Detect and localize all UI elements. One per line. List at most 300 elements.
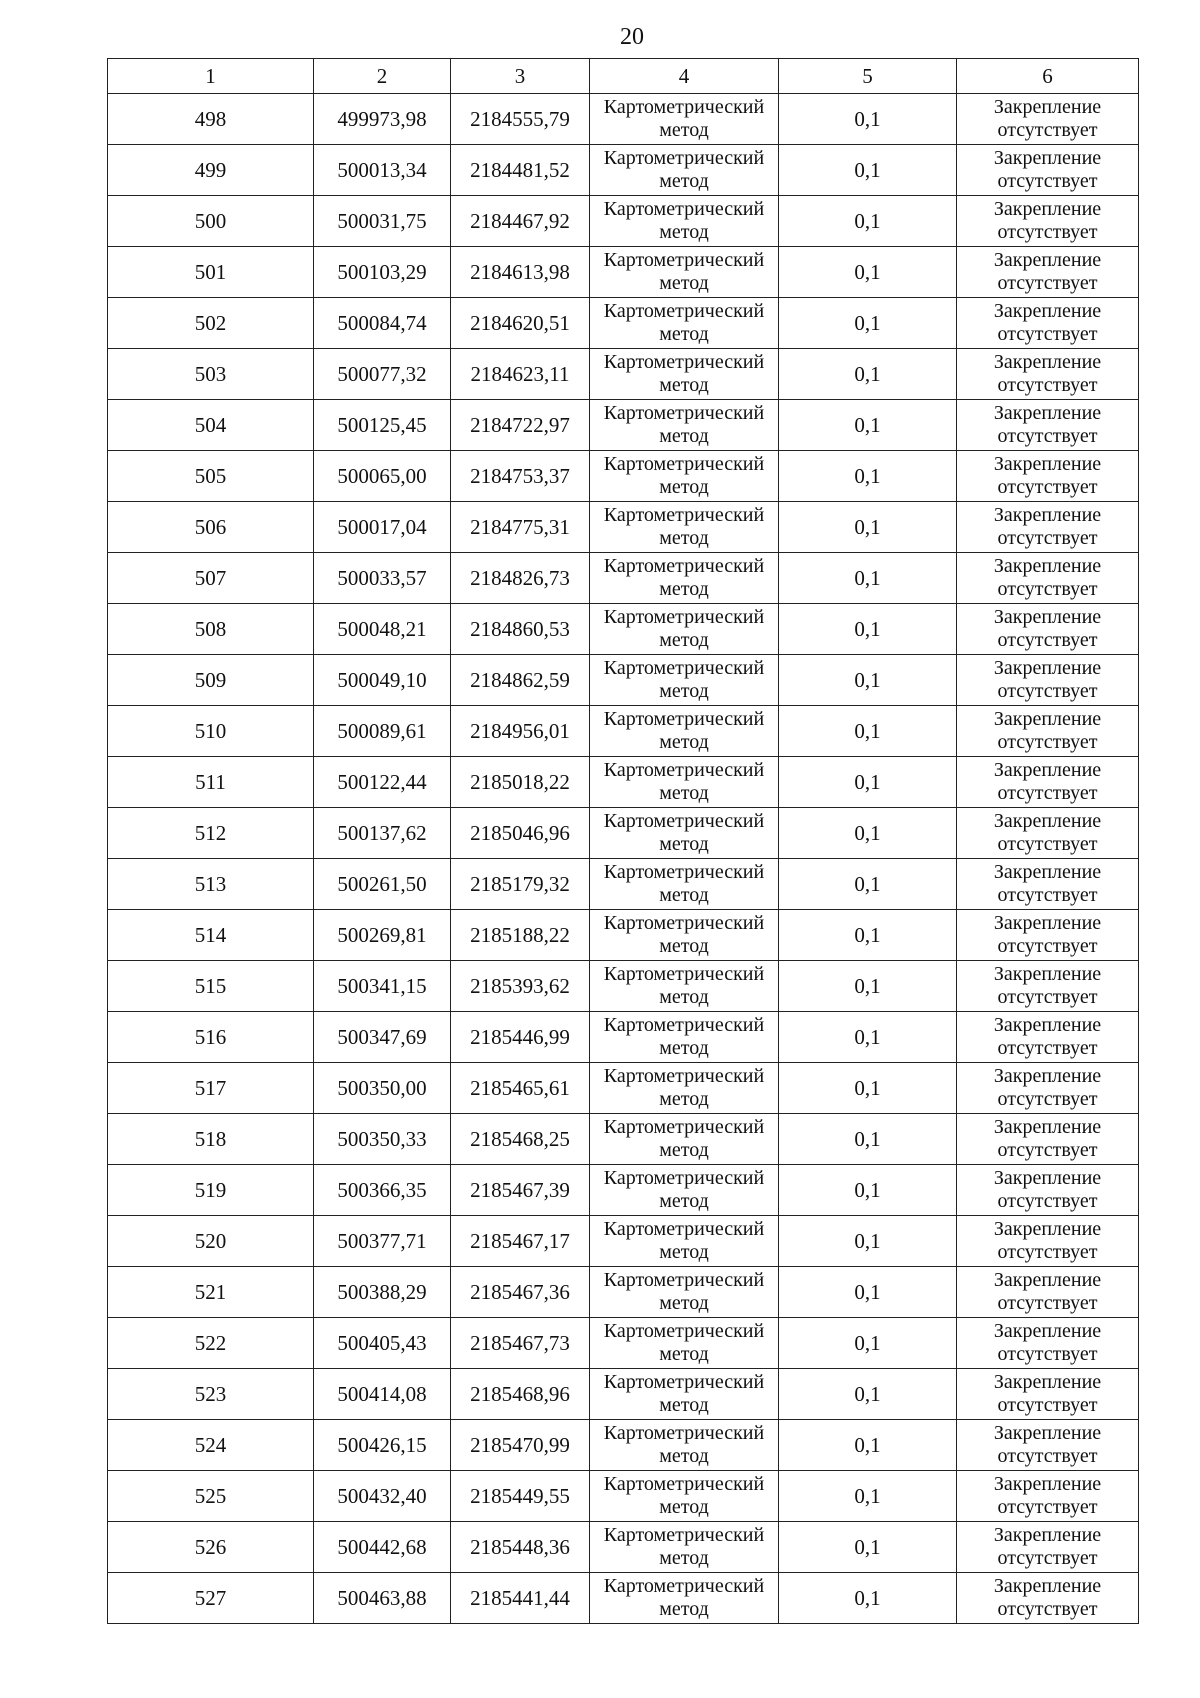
method-cell-line: метод [659, 1445, 709, 1467]
x-coordinate-cell: 500414,08 [314, 1369, 451, 1420]
x-coordinate-cell: 500031,75 [314, 196, 451, 247]
y-coordinate-cell: 2185446,99 [451, 1012, 590, 1063]
method-cell-line: Картометрический [603, 1422, 765, 1444]
method-cell-line: метод [659, 1088, 709, 1110]
y-coordinate-cell: 2184775,31 [451, 502, 590, 553]
fixing-cell-line: отсутствует [997, 986, 1098, 1008]
fixing-cell [957, 808, 1139, 859]
method-cell-line: Картометрический [603, 351, 765, 373]
x-coordinate-cell: 500432,40 [314, 1471, 451, 1522]
method-cell [590, 1471, 779, 1522]
fixing-cell [957, 1165, 1139, 1216]
x-coordinate-cell: 500347,69 [314, 1012, 451, 1063]
y-coordinate-cell: 2184722,97 [451, 400, 590, 451]
accuracy-cell: 0,1 [779, 1369, 957, 1420]
method-cell-line: Картометрический [603, 96, 765, 118]
table-row [108, 1012, 1139, 1063]
point-number-cell: 507 [108, 553, 314, 604]
method-cell [590, 196, 779, 247]
method-cell-line: Картометрический [603, 1167, 765, 1189]
method-cell-line: Картометрический [603, 1065, 765, 1087]
point-number-cell: 504 [108, 400, 314, 451]
y-coordinate-cell: 2184623,11 [451, 349, 590, 400]
fixing-cell [957, 604, 1139, 655]
y-coordinate-cell: 2185449,55 [451, 1471, 590, 1522]
method-cell-line: метод [659, 1190, 709, 1212]
fixing-cell-line: Закрепление [993, 912, 1102, 934]
x-coordinate-cell: 499973,98 [314, 94, 451, 145]
accuracy-cell: 0,1 [779, 1318, 957, 1369]
method-cell [590, 1165, 779, 1216]
fixing-cell-line: Закрепление [993, 351, 1102, 373]
x-coordinate-cell: 500388,29 [314, 1267, 451, 1318]
point-number-cell: 522 [108, 1318, 314, 1369]
fixing-cell-line: отсутствует [997, 1139, 1098, 1161]
fixing-cell [957, 1369, 1139, 1420]
fixing-cell-line: отсутствует [997, 1190, 1098, 1212]
method-cell [590, 1420, 779, 1471]
fixing-cell [957, 94, 1139, 145]
y-coordinate-cell: 2185467,17 [451, 1216, 590, 1267]
method-cell-line: метод [659, 1241, 709, 1263]
table-row [108, 1318, 1139, 1369]
fixing-cell-line: Закрепление [993, 300, 1102, 322]
y-coordinate-cell: 2185441,44 [451, 1573, 590, 1624]
accuracy-cell: 0,1 [779, 1522, 957, 1573]
x-coordinate-cell: 500341,15 [314, 961, 451, 1012]
table-row [108, 1165, 1139, 1216]
table-row [108, 196, 1139, 247]
method-cell-line: Картометрический [603, 1320, 765, 1342]
fixing-cell-line: отсутствует [997, 1547, 1098, 1569]
fixing-cell-line: Закрепление [993, 1218, 1102, 1240]
fixing-cell-line: отсутствует [997, 731, 1098, 753]
x-coordinate-cell: 500350,33 [314, 1114, 451, 1165]
method-cell-line: Картометрический [603, 1116, 765, 1138]
method-cell-line: метод [659, 1394, 709, 1416]
x-coordinate-cell: 500442,68 [314, 1522, 451, 1573]
y-coordinate-cell: 2185046,96 [451, 808, 590, 859]
point-number-cell: 521 [108, 1267, 314, 1318]
table-row [108, 655, 1139, 706]
method-cell [590, 1318, 779, 1369]
x-coordinate-cell: 500426,15 [314, 1420, 451, 1471]
method-cell-line: Картометрический [603, 810, 765, 832]
table-row [108, 400, 1139, 451]
method-cell-line: метод [659, 425, 709, 447]
accuracy-cell: 0,1 [779, 655, 957, 706]
table-row [108, 808, 1139, 859]
y-coordinate-cell: 2185467,36 [451, 1267, 590, 1318]
table-body [108, 94, 1139, 1624]
method-cell-line: метод [659, 782, 709, 804]
table-row [108, 961, 1139, 1012]
method-cell-line: метод [659, 1037, 709, 1059]
fixing-cell-line: отсутствует [997, 1394, 1098, 1416]
method-cell-line: Картометрический [603, 555, 765, 577]
coordinates-table [107, 58, 1139, 1624]
accuracy-cell: 0,1 [779, 349, 957, 400]
point-number-cell: 524 [108, 1420, 314, 1471]
point-number-cell: 523 [108, 1369, 314, 1420]
fixing-cell [957, 1267, 1139, 1318]
fixing-cell-line: отсутствует [997, 935, 1098, 957]
table-row [108, 502, 1139, 553]
table-row [108, 1573, 1139, 1624]
table-row [108, 1471, 1139, 1522]
method-cell-line: метод [659, 1547, 709, 1569]
table-row [108, 298, 1139, 349]
fixing-cell [957, 1318, 1139, 1369]
x-coordinate-cell: 500013,34 [314, 145, 451, 196]
x-coordinate-cell: 500261,50 [314, 859, 451, 910]
fixing-cell-line: Закрепление [993, 1575, 1102, 1597]
accuracy-cell: 0,1 [779, 910, 957, 961]
method-cell [590, 1573, 779, 1624]
y-coordinate-cell: 2185448,36 [451, 1522, 590, 1573]
fixing-cell [957, 961, 1139, 1012]
point-number-cell: 518 [108, 1114, 314, 1165]
method-cell-line: Картометрический [603, 861, 765, 883]
fixing-cell [957, 1216, 1139, 1267]
fixing-cell-line: отсутствует [997, 884, 1098, 906]
method-cell [590, 502, 779, 553]
y-coordinate-cell: 2185179,32 [451, 859, 590, 910]
method-cell [590, 451, 779, 502]
y-coordinate-cell: 2184862,59 [451, 655, 590, 706]
fixing-cell [957, 859, 1139, 910]
method-cell [590, 757, 779, 808]
method-cell [590, 808, 779, 859]
fixing-cell-line: отсутствует [997, 221, 1098, 243]
x-coordinate-cell: 500350,00 [314, 1063, 451, 1114]
fixing-cell [957, 247, 1139, 298]
method-cell-line: Картометрический [603, 249, 765, 271]
method-cell [590, 1216, 779, 1267]
accuracy-cell: 0,1 [779, 553, 957, 604]
fixing-cell-line: Закрепление [993, 1422, 1102, 1444]
accuracy-cell: 0,1 [779, 94, 957, 145]
method-cell-line: Картометрический [603, 759, 765, 781]
fixing-cell-line: Закрепление [993, 402, 1102, 424]
accuracy-cell: 0,1 [779, 1471, 957, 1522]
fixing-cell-line: отсутствует [997, 1241, 1098, 1263]
method-cell-line: метод [659, 935, 709, 957]
fixing-cell [957, 1471, 1139, 1522]
method-cell-line: Картометрический [603, 963, 765, 985]
method-cell-line: Картометрический [603, 708, 765, 730]
column-header-4: 4 [590, 59, 779, 94]
fixing-cell-line: Закрепление [993, 96, 1102, 118]
method-cell-line: Картометрический [603, 606, 765, 628]
table-row [108, 247, 1139, 298]
method-cell-line: метод [659, 1292, 709, 1314]
method-cell-line: Картометрический [603, 147, 765, 169]
point-number-cell: 505 [108, 451, 314, 502]
fixing-cell-line: Закрепление [993, 810, 1102, 832]
column-header-2: 2 [314, 59, 451, 94]
accuracy-cell: 0,1 [779, 1114, 957, 1165]
fixing-cell-line: отсутствует [997, 119, 1098, 141]
x-coordinate-cell: 500089,61 [314, 706, 451, 757]
fixing-cell-line: отсутствует [997, 782, 1098, 804]
fixing-cell-line: отсутствует [997, 374, 1098, 396]
fixing-cell-line: Закрепление [993, 1065, 1102, 1087]
fixing-cell-line: Закрепление [993, 1116, 1102, 1138]
x-coordinate-cell: 500103,29 [314, 247, 451, 298]
method-cell-line: Картометрический [603, 198, 765, 220]
accuracy-cell: 0,1 [779, 961, 957, 1012]
method-cell-line: метод [659, 527, 709, 549]
fixing-cell-line: отсутствует [997, 323, 1098, 345]
method-cell [590, 349, 779, 400]
fixing-cell-line: отсутствует [997, 680, 1098, 702]
y-coordinate-cell: 2184481,52 [451, 145, 590, 196]
fixing-cell [957, 349, 1139, 400]
method-cell [590, 961, 779, 1012]
point-number-cell: 517 [108, 1063, 314, 1114]
x-coordinate-cell: 500049,10 [314, 655, 451, 706]
table-row [108, 145, 1139, 196]
method-cell [590, 400, 779, 451]
fixing-cell-line: отсутствует [997, 833, 1098, 855]
fixing-cell-line: Закрепление [993, 759, 1102, 781]
accuracy-cell: 0,1 [779, 1573, 957, 1624]
method-cell [590, 1267, 779, 1318]
x-coordinate-cell: 500065,00 [314, 451, 451, 502]
method-cell-line: метод [659, 578, 709, 600]
x-coordinate-cell: 500077,32 [314, 349, 451, 400]
method-cell [590, 706, 779, 757]
y-coordinate-cell: 2185018,22 [451, 757, 590, 808]
point-number-cell: 527 [108, 1573, 314, 1624]
table-row [108, 706, 1139, 757]
table-row [108, 910, 1139, 961]
method-cell-line: Картометрический [603, 1371, 765, 1393]
y-coordinate-cell: 2185470,99 [451, 1420, 590, 1471]
method-cell-line: метод [659, 680, 709, 702]
accuracy-cell: 0,1 [779, 706, 957, 757]
accuracy-cell: 0,1 [779, 145, 957, 196]
accuracy-cell: 0,1 [779, 1267, 957, 1318]
x-coordinate-cell: 500463,88 [314, 1573, 451, 1624]
fixing-cell [957, 196, 1139, 247]
fixing-cell-line: Закрепление [993, 1014, 1102, 1036]
y-coordinate-cell: 2184860,53 [451, 604, 590, 655]
point-number-cell: 501 [108, 247, 314, 298]
x-coordinate-cell: 500017,04 [314, 502, 451, 553]
method-cell-line: метод [659, 170, 709, 192]
y-coordinate-cell: 2184620,51 [451, 298, 590, 349]
fixing-cell [957, 910, 1139, 961]
fixing-cell [957, 451, 1139, 502]
column-header-3: 3 [451, 59, 590, 94]
y-coordinate-cell: 2184555,79 [451, 94, 590, 145]
fixing-cell-line: отсутствует [997, 1445, 1098, 1467]
fixing-cell-line: отсутствует [997, 1292, 1098, 1314]
method-cell-line: метод [659, 221, 709, 243]
fixing-cell-line: Закрепление [993, 504, 1102, 526]
fixing-cell [957, 1573, 1139, 1624]
point-number-cell: 510 [108, 706, 314, 757]
fixing-cell-line: Закрепление [993, 1524, 1102, 1546]
x-coordinate-cell: 500377,71 [314, 1216, 451, 1267]
method-cell [590, 655, 779, 706]
method-cell-line: метод [659, 476, 709, 498]
method-cell-line: метод [659, 1139, 709, 1161]
fixing-cell-line: отсутствует [997, 1496, 1098, 1518]
method-cell [590, 553, 779, 604]
fixing-cell-line: Закрепление [993, 1473, 1102, 1495]
point-number-cell: 526 [108, 1522, 314, 1573]
method-cell-line: Картометрический [603, 1524, 765, 1546]
accuracy-cell: 0,1 [779, 196, 957, 247]
accuracy-cell: 0,1 [779, 298, 957, 349]
method-cell [590, 247, 779, 298]
accuracy-cell: 0,1 [779, 400, 957, 451]
fixing-cell [957, 553, 1139, 604]
point-number-cell: 508 [108, 604, 314, 655]
column-header-1: 1 [108, 59, 314, 94]
accuracy-cell: 0,1 [779, 1063, 957, 1114]
point-number-cell: 509 [108, 655, 314, 706]
table-row [108, 553, 1139, 604]
fixing-cell [957, 1012, 1139, 1063]
method-cell-line: Картометрический [603, 1473, 765, 1495]
method-cell-line: метод [659, 731, 709, 753]
fixing-cell-line: Закрепление [993, 147, 1102, 169]
x-coordinate-cell: 500405,43 [314, 1318, 451, 1369]
x-coordinate-cell: 500269,81 [314, 910, 451, 961]
method-cell-line: Картометрический [603, 1014, 765, 1036]
method-cell [590, 1012, 779, 1063]
accuracy-cell: 0,1 [779, 604, 957, 655]
method-cell-line: Картометрический [603, 1269, 765, 1291]
point-number-cell: 515 [108, 961, 314, 1012]
accuracy-cell: 0,1 [779, 1216, 957, 1267]
table-row [108, 1267, 1139, 1318]
y-coordinate-cell: 2185465,61 [451, 1063, 590, 1114]
accuracy-cell: 0,1 [779, 247, 957, 298]
fixing-cell-line: отсутствует [997, 629, 1098, 651]
fixing-cell [957, 298, 1139, 349]
fixing-cell-line: Закрепление [993, 1167, 1102, 1189]
accuracy-cell: 0,1 [779, 808, 957, 859]
fixing-cell [957, 1114, 1139, 1165]
method-cell [590, 145, 779, 196]
x-coordinate-cell: 500366,35 [314, 1165, 451, 1216]
fixing-cell [957, 1063, 1139, 1114]
fixing-cell-line: Закрепление [993, 963, 1102, 985]
method-cell-line: метод [659, 1343, 709, 1365]
accuracy-cell: 0,1 [779, 859, 957, 910]
method-cell-line: метод [659, 884, 709, 906]
method-cell-line: метод [659, 986, 709, 1008]
x-coordinate-cell: 500122,44 [314, 757, 451, 808]
y-coordinate-cell: 2185468,25 [451, 1114, 590, 1165]
fixing-cell-line: отсутствует [997, 476, 1098, 498]
method-cell-line: Картометрический [603, 300, 765, 322]
accuracy-cell: 0,1 [779, 1012, 957, 1063]
fixing-cell [957, 502, 1139, 553]
page-number: 20 [620, 24, 644, 50]
x-coordinate-cell: 500137,62 [314, 808, 451, 859]
y-coordinate-cell: 2184826,73 [451, 553, 590, 604]
table-row [108, 1216, 1139, 1267]
table-row [108, 1063, 1139, 1114]
method-cell-line: метод [659, 629, 709, 651]
y-coordinate-cell: 2185393,62 [451, 961, 590, 1012]
table-row [108, 1420, 1139, 1471]
table-row [108, 757, 1139, 808]
accuracy-cell: 0,1 [779, 1420, 957, 1471]
point-number-cell: 513 [108, 859, 314, 910]
fixing-cell [957, 655, 1139, 706]
accuracy-cell: 0,1 [779, 451, 957, 502]
table-row [108, 94, 1139, 145]
method-cell-line: метод [659, 374, 709, 396]
fixing-cell-line: Закрепление [993, 555, 1102, 577]
y-coordinate-cell: 2185467,39 [451, 1165, 590, 1216]
accuracy-cell: 0,1 [779, 757, 957, 808]
x-coordinate-cell: 500033,57 [314, 553, 451, 604]
fixing-cell [957, 1522, 1139, 1573]
method-cell-line: метод [659, 272, 709, 294]
method-cell [590, 859, 779, 910]
fixing-cell-line: Закрепление [993, 861, 1102, 883]
method-cell [590, 298, 779, 349]
method-cell-line: Картометрический [603, 1575, 765, 1597]
y-coordinate-cell: 2184467,92 [451, 196, 590, 247]
point-number-cell: 498 [108, 94, 314, 145]
method-cell-line: Картометрический [603, 453, 765, 475]
x-coordinate-cell: 500084,74 [314, 298, 451, 349]
point-number-cell: 514 [108, 910, 314, 961]
accuracy-cell: 0,1 [779, 1165, 957, 1216]
point-number-cell: 520 [108, 1216, 314, 1267]
y-coordinate-cell: 2185468,96 [451, 1369, 590, 1420]
method-cell-line: метод [659, 323, 709, 345]
method-cell-line: Картометрический [603, 504, 765, 526]
fixing-cell-line: Закрепление [993, 249, 1102, 271]
point-number-cell: 500 [108, 196, 314, 247]
method-cell-line: Картометрический [603, 1218, 765, 1240]
method-cell [590, 910, 779, 961]
point-number-cell: 499 [108, 145, 314, 196]
fixing-cell [957, 706, 1139, 757]
fixing-cell-line: отсутствует [997, 527, 1098, 549]
fixing-cell [957, 400, 1139, 451]
fixing-cell-line: Закрепление [993, 1320, 1102, 1342]
table-row [108, 1114, 1139, 1165]
y-coordinate-cell: 2184753,37 [451, 451, 590, 502]
fixing-cell [957, 1420, 1139, 1471]
accuracy-cell: 0,1 [779, 502, 957, 553]
method-cell-line: метод [659, 1496, 709, 1518]
fixing-cell-line: отсутствует [997, 1037, 1098, 1059]
table-row [108, 859, 1139, 910]
method-cell [590, 1369, 779, 1420]
method-cell [590, 94, 779, 145]
y-coordinate-cell: 2185188,22 [451, 910, 590, 961]
fixing-cell-line: отсутствует [997, 578, 1098, 600]
fixing-cell-line: отсутствует [997, 425, 1098, 447]
x-coordinate-cell: 500125,45 [314, 400, 451, 451]
point-number-cell: 503 [108, 349, 314, 400]
point-number-cell: 512 [108, 808, 314, 859]
fixing-cell-line: Закрепление [993, 1269, 1102, 1291]
method-cell [590, 1063, 779, 1114]
